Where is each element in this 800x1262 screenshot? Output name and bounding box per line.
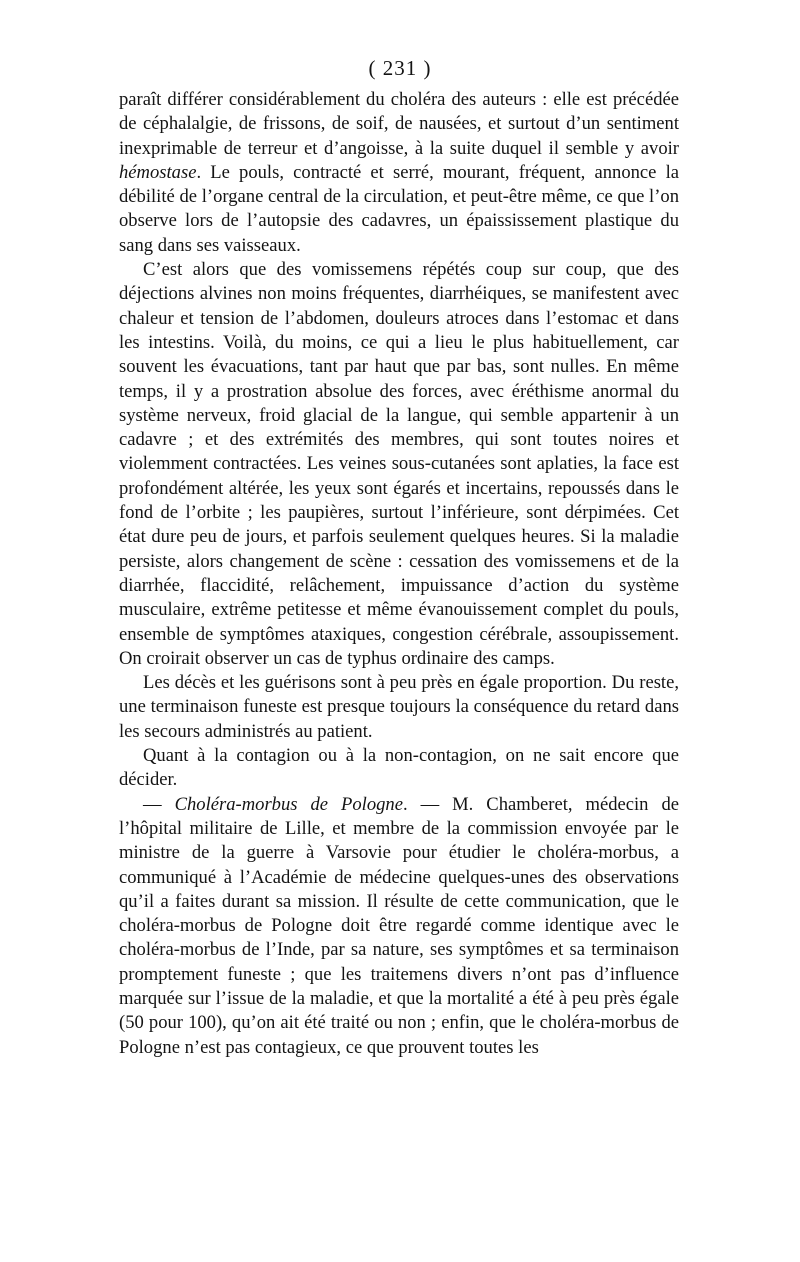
paragraph-2: C’est alors que des vomissemens répétés coup sur coup, que des déjections alvines non moins fréquentes, diarrhéiques, se manifestent avec chaleur et tension de l’abdomen, douleurs atroces dans l’estomac et dans les intestins. Voilà, du moins, ce qui a lieu le plus habituellement, car souvent les évacuations, tant par haut que par bas, sont nulles. En même temps, il y a prostration absolue des forces, avec éréthisme anormal du système nerveux, froid glacial de la langue, qui semble appartenir à un cadavre ; et des extrémités des membres, qui sont toutes noires et violemment contractées. Les veines sous-cutanées sont aplaties, la face est profondément altérée, les yeux sont égarés et incertains, repoussés dans le fond de l’orbite ; les paupières, surtout l’inférieure, sont dérpimées. Cet état dure peu de jours, et parfois seulement quelques heures. Si la maladie persiste, alors changement de scène : cessation des vomissemens et de la diarrhée, flaccidité, relâchement, impuissance d’action du système musculaire, extrême petitesse et même évanouissement complet du pouls, ensemble de symptômes ataxiques, congestion cérébrale, assoupissement. On croirait observer un cas de typhus ordinaire des camps. — [119, 259, 679, 669]
section-title-cholera-pologne: Choléra-morbus de Pologne — [174, 793, 403, 815]
paragraph-1-text-a: paraît différer considérablement du choléra des auteurs : elle est précédée de céphalalgie, de frissons, de soif, de nausées, et surtout d’un sentiment inexprimable de terreur et d’angoisse, à la suite duquel il semble y avoir — [119, 89, 679, 159]
paragraph-3: Les décès et les guérisons sont à peu près en égale proportion. Du reste, une terminaison funeste est presque toujours la conséquence du retard dans les secours administrés au patient. — [119, 672, 679, 742]
paragraph-1 — [119, 88, 679, 258]
paragraph-5-dash: — — [143, 793, 175, 815]
paragraph-4: Quant à la contagion ou à la non-contagion, on ne sait encore que décider. — [119, 745, 679, 791]
paragraph-5-text: . — M. Chamberet, médecin de l’hôpital militaire de Lille, et membre de la commission envoyée par le ministre de la guerre à Varsovie pour étudier le choléra-morbus, a communiqué à l’Académie de médecine quelques-unes des observations qu’il a faites durant sa mission. Il résulte de cette communication, que le choléra-morbus de Pologne doit être regardé comme identique avec le choléra-morbus de l’Inde, par sa nature, ses symptômes et sa terminaison promptement funeste ; que les traitemens divers n’ont pas d’influence marquée sur l’issue de la maladie, et que la mortalité a été à peu près égale (50 pour 100), qu’on ait été traité ou non ; enfin, que le choléra-morbus de Pologne n’est pas contagieux, ce que prouvent toutes les — [119, 793, 679, 1058]
paragraph-5 — [119, 793, 679, 1060]
paragraph-1-text-b: . Le pouls, contracté et serré, mourant, fréquent, annonce la débilité de l’organe central de la circulation, et peut-être même, ce que l’on observe lors de l’autopsie des cadavres, un épaississement plastique du sang dans ses vaisseaux. — [119, 161, 679, 256]
body-text — [119, 88, 679, 1060]
page-number: ( 231 ) — [368, 56, 432, 80]
emphasis-hemostase: hémostase — [119, 161, 197, 183]
